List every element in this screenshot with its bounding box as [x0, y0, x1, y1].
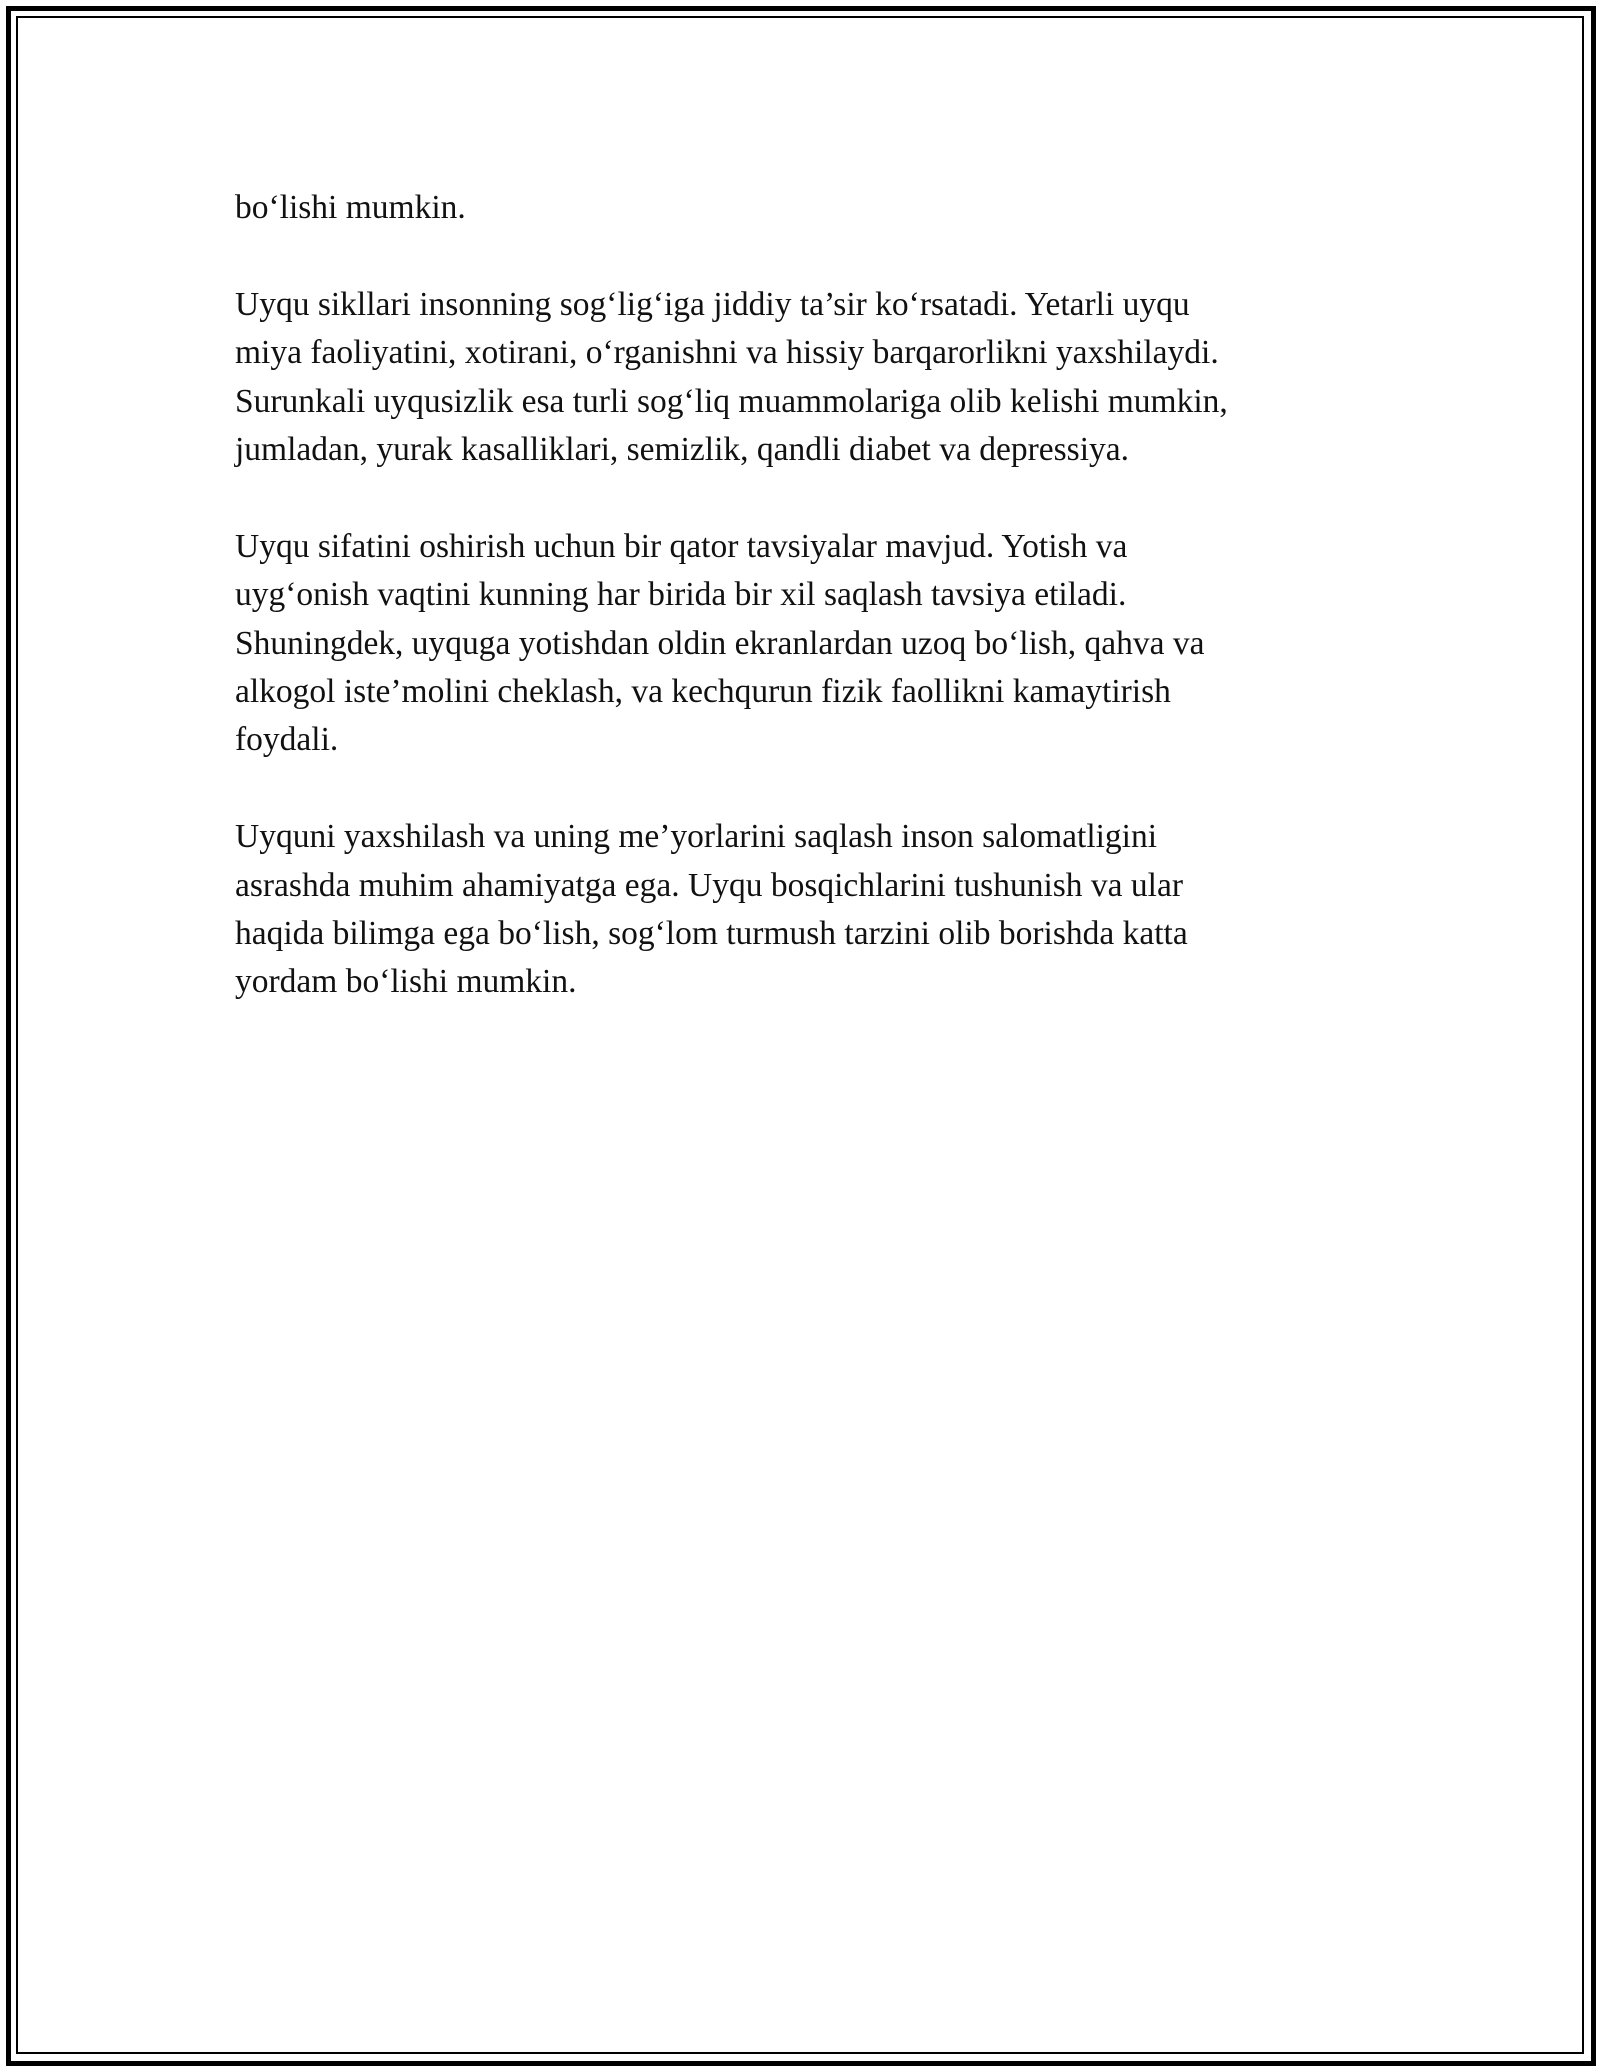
text-line: Shuningdek, uyquga yotishdan oldin ekranlardan uzoq bo‘lish, qahva va [235, 624, 1205, 662]
paragraph-sleep-cycles-health [235, 281, 1365, 475]
text-line: alkogol iste’molini cheklash, va kechqurun fizik faollikni kamaytirish [235, 673, 1171, 711]
text-line: bo‘lishi mumkin. [235, 189, 466, 226]
text-line: Uyqu sikllari insonning sog‘lig‘iga jiddiy ta’sir ko‘rsatadi. Yetarli uyqu [235, 285, 1190, 323]
text-line: yordam bo‘lishi mumkin. [235, 963, 577, 1001]
paragraph-sleep-quality-tips [235, 523, 1365, 765]
text-line: jumladan, yurak kasalliklari, semizlik, qandli diabet va depressiya. [235, 431, 1129, 469]
text-line: Uyquni yaxshilash va uning me’yorlarini saqlash inson salomatligini [235, 818, 1158, 856]
text-line: Surunkali uyqusizlik esa turli sog‘liq muammolariga olib kelishi mumkin, [235, 382, 1228, 420]
text-line: asrashda muhim ahamiyatga ega. Uyqu bosqichlarini tushunish va ular [235, 866, 1184, 904]
text-line: Uyqu sifatini oshirish uchun bir qator tavsiyalar mavjud. Yotish va [235, 527, 1128, 565]
paragraph-continuation [235, 184, 1365, 232]
text-line: miya faoliyatini, xotirani, o‘rganishni va hissiy barqarorlikni yaxshilaydi. [235, 334, 1219, 372]
text-line: foydali. [235, 721, 339, 759]
text-line: uyg‘onish vaqtini kunning har birida bir xil saqlash tavsiya etiladi. [235, 576, 1127, 614]
text-line: haqida bilimga ega bo‘lish, sog‘lom turmush tarzini olib borishda katta [235, 915, 1188, 953]
document-body [235, 184, 1365, 1055]
paragraph-conclusion [235, 813, 1365, 1007]
